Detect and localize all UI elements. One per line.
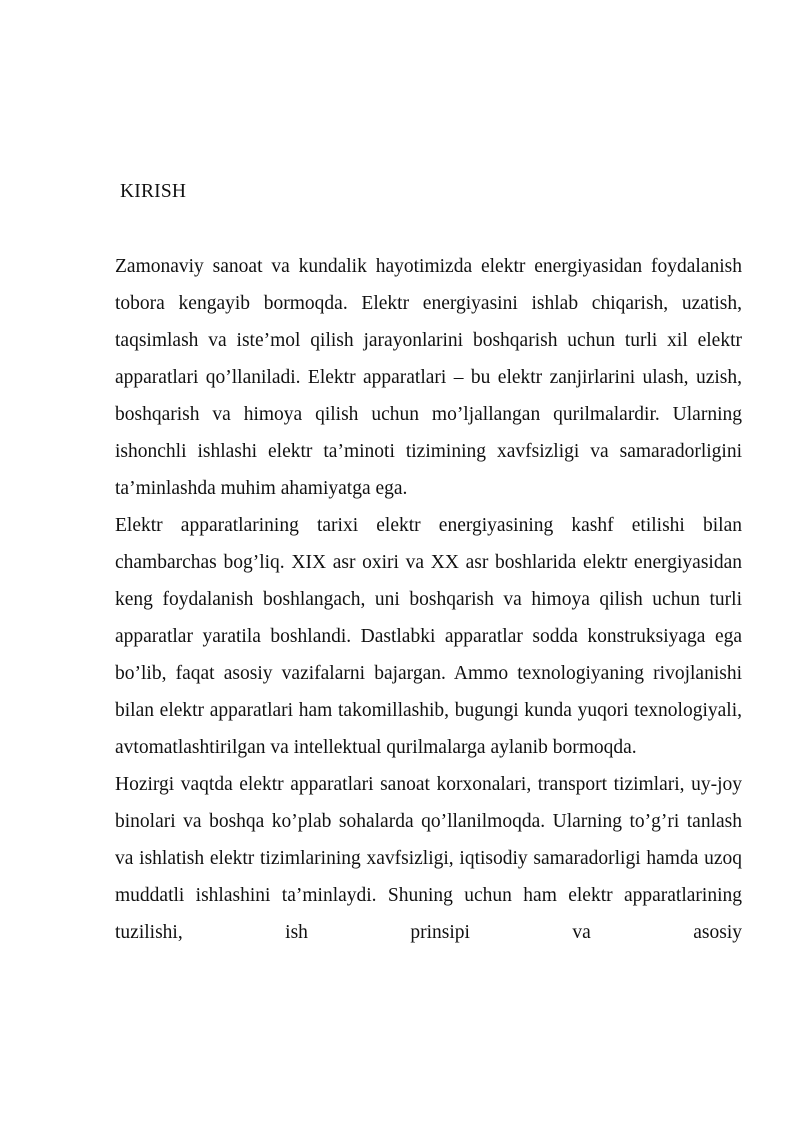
paragraph-history: Elektr apparatlarining tarixi elektr energiyasining kashf etilishi bilan chambarchas bog’liq. XIX asr oxiri va XX asr boshlarida elektr energiyasidan keng foydalanish boshlangach, uni boshqarish va himoya qilish uchun turli apparatlar yaratila boshlandi. Dastlabki apparatlar sodda konstruksiyaga ega bo’lib, faqat asosiy vazifalarni bajargan. Ammo texnologiyaning rivojlanishi bilan elektr apparatlari ham takomillashib, bugungi kunda yuqori texnologiyali, avtomatlashtirilgan va intellektual qurilmalarga aylanib bormoqda. [115,515,742,758]
paragraph-introduction: Zamonaviy sanoat va kundalik hayotimizda elektr energiyasidan foydalanish tobora kengayib bormoqda. Elektr energiyasini ishlab chiqarish, uzatish, taqsimlash va iste’mol qilish jarayonlarini boshqarish uchun turli xil elektr apparatlari qo’llaniladi. Elektr apparatlari – bu elektr zanjirlarini ulash, uzish, boshqarish va himoya qilish uchun mo’ljallangan qurilmalardir. Ularning ishonchli ishlashi elektr ta’minoti tizimining xavfsizligi va samaradorligini ta’minlashda muhim ahamiyatga ega. [115,256,742,499]
page-title: KIRISH [120,181,187,202]
paragraph-current-use: Hozirgi vaqtda elektr apparatlari sanoat korxonalari, transport tizimlari, uy-joy binolari va boshqa ko’plab sohalarda qo’llanilmoqda. Ularning to’g’ri tanlash va ishlatish elektr tizimlarining xavfsizligi, iqtisodiy samaradorligi hamda uzoq muddatli ishlashini ta’minlaydi. Shuning uchun ham elektr apparatlarining tuzilishi, ish prinsipi va asosiy [115,774,742,943]
document-body [115,248,742,951]
